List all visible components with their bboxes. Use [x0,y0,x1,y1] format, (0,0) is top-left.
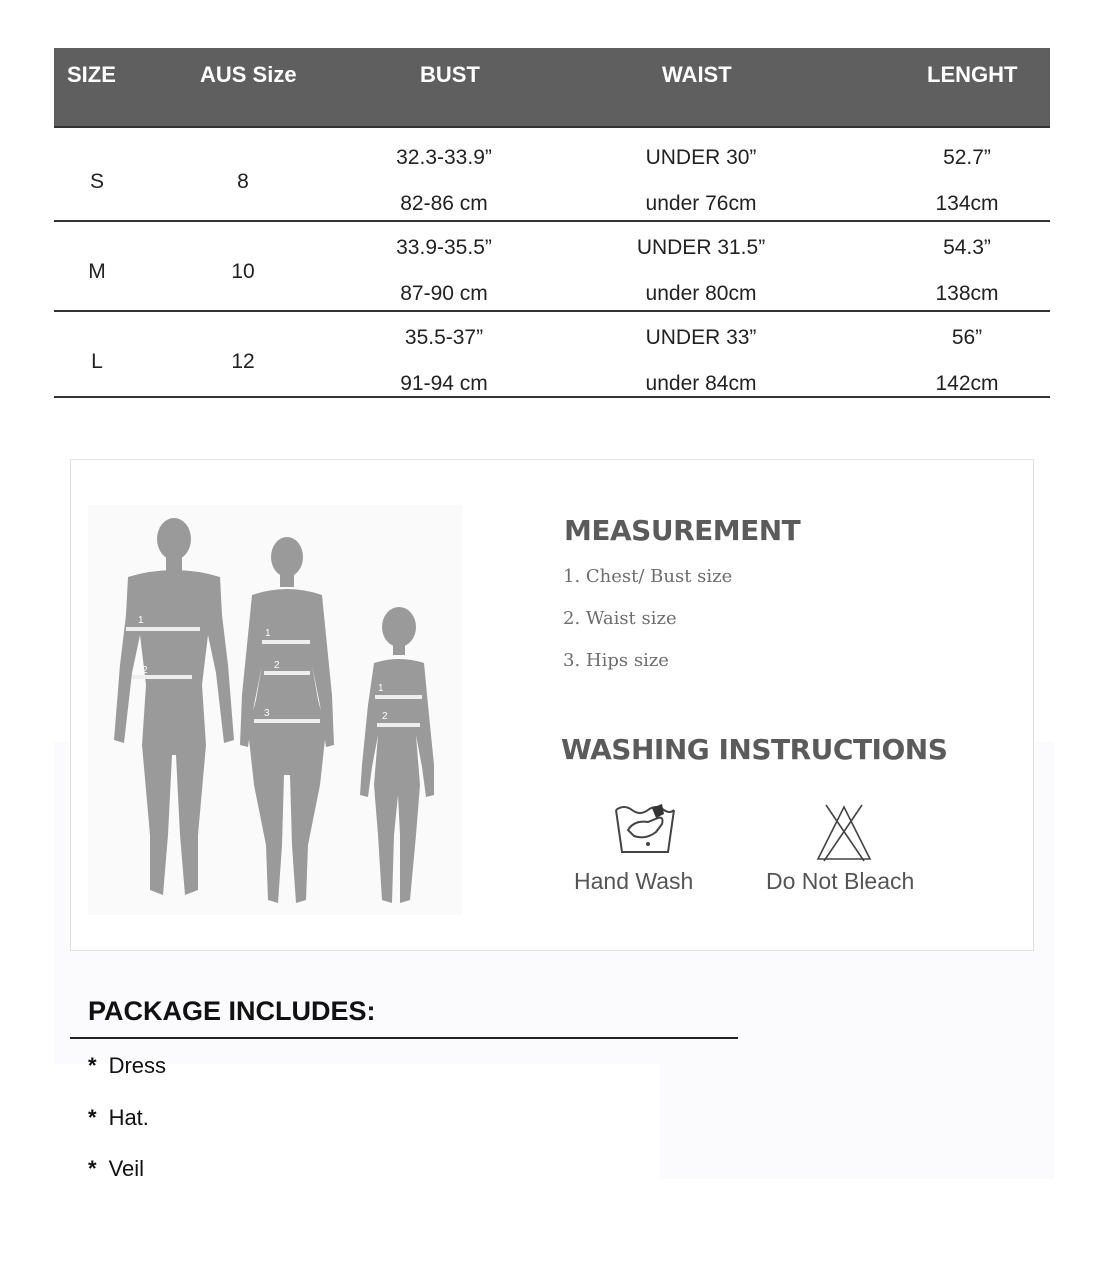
body-figures-illustration [88,505,462,915]
cell-aus: 8 [237,170,249,193]
cell-waist-in: UNDER 33” [645,326,757,349]
child-silhouette [360,607,434,903]
hand-wash-icon [612,800,678,858]
figure-label-1: 1 [378,683,384,694]
cell-length-in: 56” [951,326,983,349]
header-aus-size: AUS Size [200,62,297,87]
cell-bust-cm: 91-94 cm [400,372,488,395]
bullet: * [88,1105,97,1130]
package-item-label: Veil [108,1156,145,1181]
header-length: LENGHT [927,62,1018,87]
background-shade-lower [660,1064,1054,1179]
man-silhouette [114,518,234,895]
figure-label-1: 1 [265,628,271,639]
do-not-bleach-label: Do Not Bleach [766,868,915,894]
cell-waist-in: UNDER 30” [645,146,757,169]
package-item-label: Hat. [108,1105,149,1130]
header-size: SIZE [67,62,116,87]
size-table-header [54,48,1050,128]
table-row [54,312,1050,398]
cell-aus: 12 [231,350,255,373]
measurement-item: 3. Hips size [563,650,669,671]
cell-size: S [89,170,105,193]
cell-bust-in: 32.3-33.9” [396,146,492,169]
cell-waist-cm: under 80cm [645,282,757,305]
measurement-title: MEASUREMENT [564,514,801,547]
figure-label-1: 1 [138,615,144,626]
hand-wash-label: Hand Wash [574,868,694,894]
list-item [88,1105,149,1131]
cell-length-cm: 138cm [935,282,999,305]
list-item [88,1156,144,1182]
cell-size: L [91,350,103,373]
do-not-bleach-icon [814,803,874,863]
bullet: * [88,1053,97,1078]
header-bust: BUST [420,62,480,87]
figure-label-2: 2 [274,660,280,671]
figure-label-2: 2 [142,665,148,676]
cell-length-in: 52.7” [943,146,991,169]
cell-length-cm: 134cm [935,192,999,215]
cell-bust-in: 33.9-35.5” [396,236,492,259]
bullet: * [88,1156,97,1181]
figure-label-2: 2 [382,711,388,722]
table-row [54,222,1050,312]
cell-waist-cm: under 84cm [645,372,757,395]
cell-length-in: 54.3” [943,236,991,259]
list-item [88,1053,166,1079]
package-item-label: Dress [108,1053,167,1078]
cell-aus: 10 [231,260,255,283]
cell-waist-in: UNDER 31.5” [636,236,766,259]
header-waist: WAIST [662,62,732,87]
figure-label-3: 3 [264,708,270,719]
cell-bust-cm: 87-90 cm [400,282,488,305]
measurement-item: 2. Waist size [563,608,677,629]
package-title: PACKAGE INCLUDES: [88,996,376,1026]
table-row [54,132,1050,222]
cell-bust-in: 35.5-37” [404,326,484,349]
cell-size: M [88,260,106,283]
measurement-item: 1. Chest/ Bust size [563,566,733,587]
package-divider [70,1037,738,1039]
cell-length-cm: 142cm [935,372,999,395]
body-silhouettes [88,505,462,915]
cell-bust-cm: 82-86 cm [400,192,488,215]
washing-title: WASHING INSTRUCTIONS [561,733,948,766]
cell-waist-cm: under 76cm [645,192,757,215]
